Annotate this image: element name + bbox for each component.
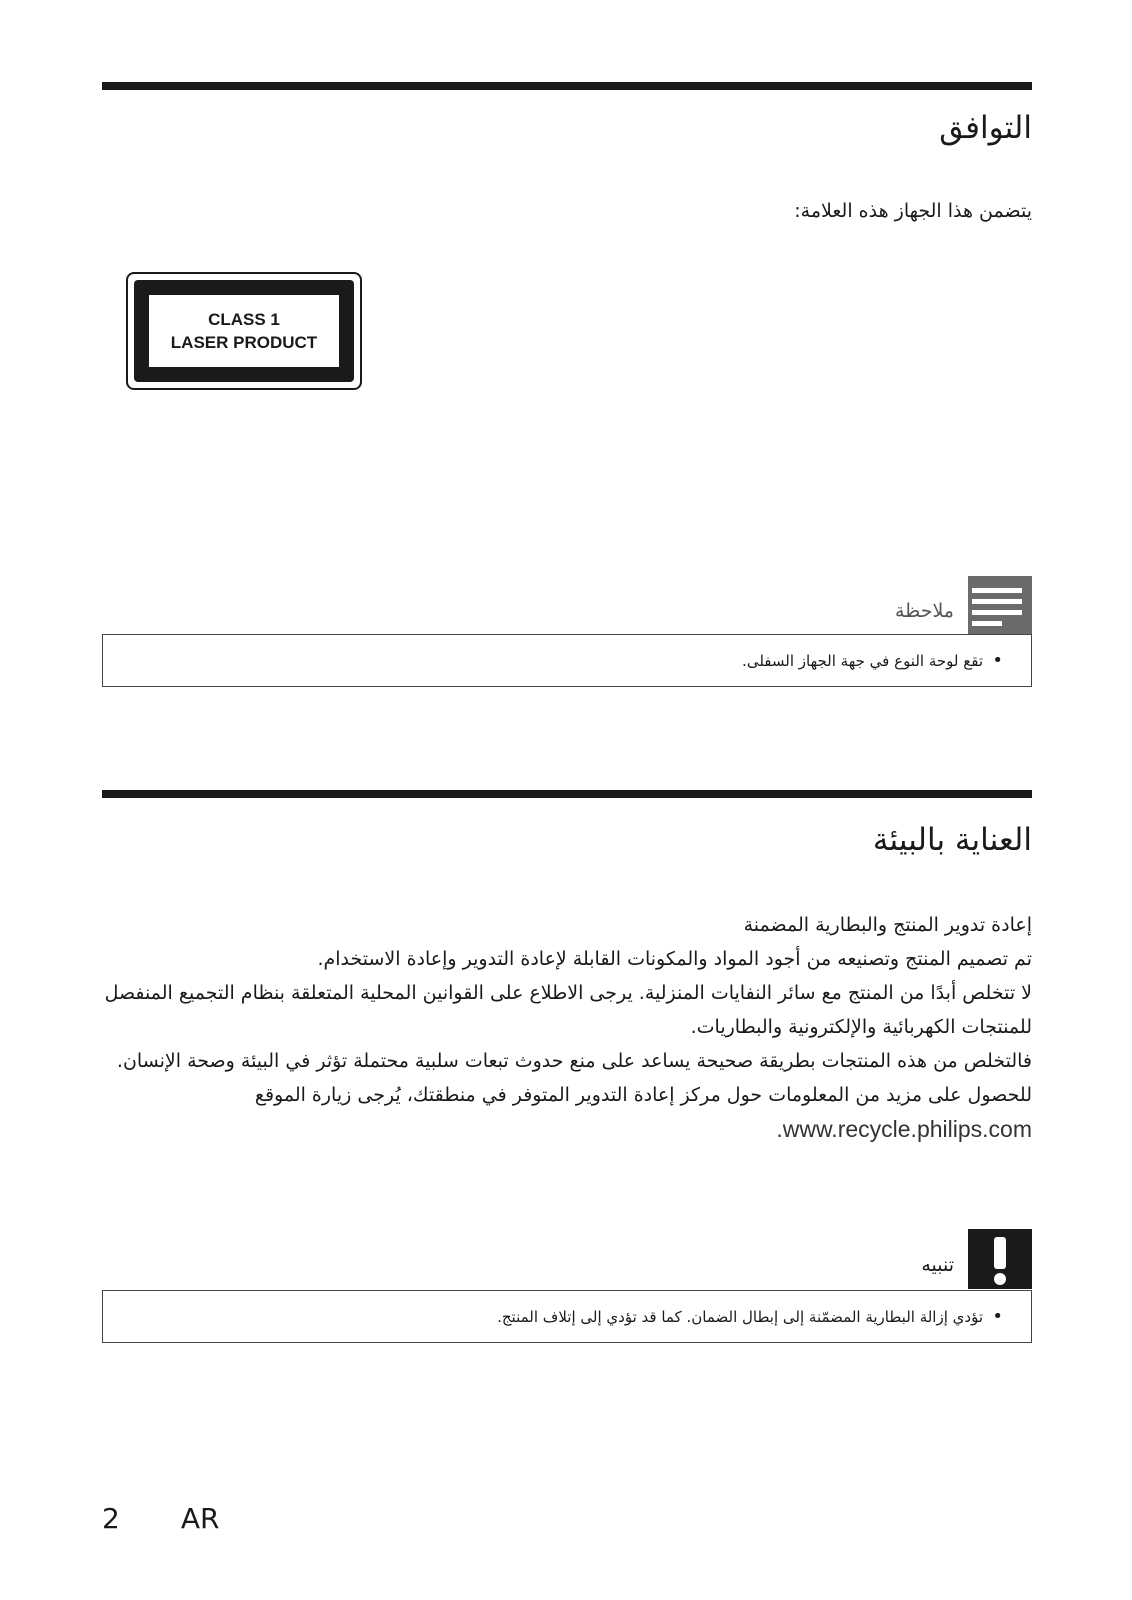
section-rule-environment — [102, 790, 1032, 798]
page-number: 2 — [102, 1502, 120, 1535]
laser-label-line1: CLASS 1 — [208, 310, 280, 329]
note-item: • تقع لوحة النوع في جهة الجهاز السفلى. — [742, 652, 1003, 670]
recycle-paragraph-4: للحصول على مزيد من المعلومات حول مركز إعادة التدوير المتوفر في منطقتك، يُرجى زيارة الموقع — [254, 1084, 1032, 1106]
recycle-paragraph-1: تم تصميم المنتج وتصنيعه من أجود المواد والمكونات القابلة لإعادة التدوير وإعادة الاستخدام. — [317, 948, 1032, 970]
note-header — [632, 576, 1032, 634]
recycle-subheading: إعادة تدوير المنتج والبطارية المضمنة — [743, 914, 1032, 936]
compliance-heading: التوافق — [939, 110, 1032, 146]
language-code: AR — [180, 1502, 220, 1535]
laser-label-border — [134, 280, 354, 382]
environment-body — [102, 908, 1032, 1146]
caution-item: • تؤدي إزالة البطارية المضمّنة إلى إبطال الضمان. كما قد تؤدي إلى إتلاف المنتج. — [497, 1308, 1003, 1326]
compliance-intro: يتضمن هذا الجهاز هذه العلامة: — [794, 200, 1032, 222]
laser-label-line2: LASER PRODUCT — [170, 333, 318, 352]
exclamation-icon — [968, 1230, 1032, 1288]
caution-title: تنبيه — [921, 1254, 954, 1276]
note-box — [102, 634, 1032, 687]
section-rule-compliance — [102, 82, 1032, 90]
caution-box — [102, 1290, 1032, 1343]
note-title: ملاحظة — [894, 600, 954, 622]
caution-header — [632, 1230, 1032, 1288]
recycle-paragraph-2: لا تتخلص أبدًا من المنتج مع سائر النفايات المنزلية. يرجى الاطلاع على القوانين المحلية المتعلقة بنظام التجميع المنفصل للمنتجات الكهربائية والإلكترونية والبطاريات. — [104, 982, 1032, 1038]
laser-class-label — [126, 272, 362, 390]
note-icon — [968, 576, 1032, 634]
environment-heading: العناية بالبيئة — [872, 822, 1032, 858]
recycle-url-link[interactable]: .www.recycle.philips.com — [776, 1116, 1032, 1142]
page-footer — [102, 1502, 220, 1535]
recycle-paragraph-3: فالتخلص من هذه المنتجات بطريقة صحيحة يساعد على منع حدوث تبعات سلبية محتملة تؤثر في البيئة وصحة الإنسان. — [116, 1050, 1032, 1072]
caution-list — [497, 1308, 1031, 1326]
laser-label-text — [149, 295, 339, 367]
note-list — [742, 652, 1031, 670]
